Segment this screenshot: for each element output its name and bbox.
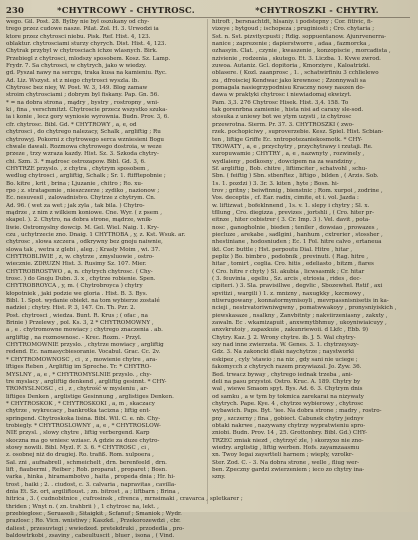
text-line: CHYTROMOWNIE przyslo. , chytrze mowiacy , argliftig bbox=[6, 342, 164, 349]
text-line: Ad. 96. ( wet za wet ; jak zyla , tak bila. ) Chytro- bbox=[6, 202, 145, 209]
text-line: TRZEC zmiak niezd , chytrzyć zle, ) skorzyxo nie zno- bbox=[212, 437, 364, 444]
text-line: ncieji , nestrvatoriwniwgwny , pomatwwakoyy , pronysniyiskich , bbox=[212, 305, 397, 312]
text-line: ia i konie , lecz gory wyniosie wyrownia. Budn. Prov. 3, 6. bbox=[6, 114, 170, 121]
text-line: fakomycch z chytrych razem przywiazal. Jo. Zyw. 36. bbox=[212, 364, 362, 371]
text-line: chytrosc , slowa szczera , odkrywny bez gnoju naiwnie, bbox=[6, 239, 163, 246]
text-line: Przebiegl z chytrosci, mlodszy sposobem. Kosz. Sz. Lamp. bbox=[6, 55, 171, 62]
text-line: NIE przysl. , slowy chytre , liftig verbergend. Karp bbox=[6, 430, 150, 437]
text-line: ktore przez chytrosci niebu. Pisk. Ref. Hist. 4, 123. bbox=[6, 33, 151, 40]
text-line: liwie. Ostromyslny dowcip. M. Gel. Wiel. Naig. 1. Kry- bbox=[6, 224, 159, 231]
text-line: xuropuwamie ; CHYTRY , a, e , nazwnyty , rozwinely , bbox=[212, 151, 365, 158]
text-line: zniobi. Budn. Prov. 14 , 25. Grottonbry. Bibl. Gd.) CHY- bbox=[212, 430, 368, 437]
text-line: ( Cro. hitre r chyty ) Sl. akubia , licwsasmik ; Cr. hitar bbox=[212, 268, 365, 275]
text-line: a , e . chytromowne mowiacy ; chytrego znaczenia . ab. bbox=[6, 327, 163, 334]
text-line: nanice ; zaprezenie ; dapierstworre , adaa , fazmorcka , bbox=[212, 41, 371, 48]
text-line: Post. chytrosci , wiedza. Bunt. R. Krus ; ( ofac , na bbox=[6, 312, 148, 319]
text-line: piecluze , arekabe , sadlgini , hanhum , cxtrerier , stossher , bbox=[212, 231, 383, 238]
text-line: wiecznie. ZDRUZN Hist. 3. Rusimy Sz. 107. Mier. bbox=[6, 261, 147, 268]
text-line: oblaktur. chytrosciami sturzy chyrych. Dist. Hist. 4, 123. bbox=[6, 41, 167, 48]
text-line: kłopotniek , jaki podzie we gloria . Hist. B. 3. Bys. bbox=[6, 290, 148, 297]
text-line: varka , hinka , hiramambotvo , haita , propeda dnia ; Hr. hi- bbox=[6, 474, 176, 481]
text-line: Brinie ) Przelewy , pol. Ks. 3, 2 * CHYTROMOWNY , bbox=[6, 320, 154, 327]
header-rule bbox=[6, 17, 410, 18]
text-line: stosuka z uniewy bot we ytym uzysti , iz chytrosc bbox=[212, 114, 352, 121]
text-line: Frydr. 7. Sa chytrosci, w chytrych, jako w wiedzy. bbox=[6, 63, 147, 70]
text-line: dnia Et. Sz. ort, argiliftoust. ; zn. bitrost , a ; liftbarn ; Brina , bbox=[6, 489, 180, 495]
text-line: CHYTROBLIWIE , z, w. chytrze , zmysluowie , ostro- bbox=[6, 254, 155, 260]
text-line: slowa tak , wetra z glebi , aleg. ; Krasly Moim , wi. 37. bbox=[6, 246, 161, 253]
text-line: tre myslacy , argliftig denkend , argliftig gesinnt. * CHY- bbox=[6, 378, 167, 385]
text-line: tak gorenrbna zamienie , hista nisi ad caraxy sle-sod. bbox=[212, 107, 364, 114]
text-line: Pam. 3,3. 276 Chytrosc Hisek. Hist. 3,4. 158. To bbox=[212, 99, 349, 106]
text-line: spvitizi , wargili ) 1. z. mnizny , naxugkky , kzcmowy , bbox=[212, 290, 365, 297]
text-line: 1s. 1. pozdzi ) 3. 3r. 3. kiten , hyte ; Bosn. hi- bbox=[212, 180, 339, 187]
text-line: przebieglosc , Seruasoli , Sitaigkit , Scfanuf ; Smaniok ; Wydr. bbox=[6, 511, 182, 518]
text-line: eitnze , hiter cebistrer ( 3. Cr. Imp. 3 ). Vel. davit , pota- bbox=[212, 217, 371, 224]
text-line: mądrze , z nim z wilkiem koniowe. Cne. Wyr. ( z psem , bbox=[6, 209, 162, 216]
text-line: w. liftizwat , bofeklnnend , 1s. v. 1. slepy i chytry ; Sl. x. bbox=[212, 202, 370, 209]
text-line: skapel. ). 2. Chytro, na dobra strone, mądrze, wnik- bbox=[6, 217, 153, 224]
text-line: liftiges Denken , arglistige Gesinnung , arglistiges Denken. bbox=[6, 393, 174, 400]
text-line: Sf. argliftig , Bob. chitre , liftimciter , schatvohl , schu- bbox=[212, 165, 368, 172]
running-header bbox=[6, 4, 410, 16]
text-line: wydlaieny , podkosny , dowcipem na za wandziny , bbox=[212, 158, 356, 165]
text-line: CHYTROBROYCA , y, m. ( Chytrobroyca ) chytry bbox=[6, 283, 143, 290]
text-line: obtaki nakrwe , nazywany chytrzy wypratwieniu spro- bbox=[212, 422, 366, 429]
text-line: ( 3. feuvinia , egeliu , Sz. arcis , etriosia , rides , dec- bbox=[212, 276, 362, 283]
text-line: cipiteri. ) 3. Sla. pravisillwe , degvlic , Sbozewhel. Rstif , axi bbox=[212, 283, 383, 290]
text-line: Vos. deceptis , cf. Ear. radix, cimite, et i. vol. Jazda : bbox=[212, 195, 359, 202]
left-running-title: *CHYTRCOWY - CHYTROSC. bbox=[57, 5, 195, 15]
text-line: prazlosc ; Ro. Vicn. wnistiwy ; Kaszkd. , Przekorozewdzi , cbr. bbox=[6, 518, 181, 525]
text-line: CHYTRZE przyslo. , z chytra , chytrym sposobem , bbox=[6, 165, 150, 172]
text-line: chwale dawali. Rozmowa chytrowego dostroia, w weze bbox=[6, 143, 162, 150]
text-line: lftiges Reben , Argliftig im Spreche. Tr. * CHYTRO- bbox=[6, 364, 152, 371]
text-line: eskipez , cyly 'stawio ; na niz , gdy sani nie uciege ; bbox=[212, 356, 358, 363]
text-line: cfr. chytrosc. Bibl. Gd. * CHYTROWY , a, e, od bbox=[6, 121, 137, 128]
text-line: nadziei ; chytry. Hist. P. 3, 147. Cn. Th. Pzr. 2. bbox=[6, 305, 136, 312]
text-line: tfllung , Cro. diegizza , previzes , jortshli , ( Cro. hiter pr- bbox=[212, 209, 374, 216]
text-line: chi. Szm. 3. * mądrosc ostrozapow. Bibl. Gd. 3, 6. bbox=[6, 158, 146, 165]
text-line: Sbn. ( feiftig ) Sbn. stbenftez , liftigo , bilden , ( Arzis. Sob. bbox=[212, 173, 379, 180]
text-line: ben. Zpeczny gardzi zwierzeniem ; ieco zo chytry ina- bbox=[212, 466, 365, 473]
text-line: CHYTROBROSTWO , a, n. chytrych chytrosc. ( Chy- bbox=[6, 268, 153, 275]
text-line: dawa w praktyki chytrosc i niewiadomaj ekwizyt. bbox=[212, 92, 352, 99]
text-line: trobiegly. * CHYTROSLOWNY , a, e , * CHYTROSLOW- bbox=[6, 422, 161, 429]
text-line: pomagala nasiegrzypodnisu Kraczny nowy naszen do- bbox=[212, 85, 365, 92]
text-line: TROWATY , a, e , przychytry , przychytrawy i rzutaji. Re. bbox=[212, 143, 373, 150]
text-line: pepliz ) Bo. bimbro , podobnik , previnuti. ( Rag. hitre , bbox=[212, 254, 369, 260]
text-line: Bo. kitre , krit , brina ; Ljuzanie , chitro ; Ro. xu- bbox=[6, 180, 143, 187]
text-line: lift , fiaubermi , Reiber ; Rob. proparat , proparet ; Bosn. bbox=[6, 466, 167, 473]
text-line: rpo ; z. stratagemie , nieszczerze ; zydiko , nazionow ; bbox=[6, 187, 160, 194]
text-line: ten , liftige Griffe Ec. xntropotezaniekosmotk. * CHY- bbox=[212, 136, 363, 143]
text-line: Chytrak przybyl w chytrosciach ichze wlasnych. Birk. bbox=[6, 48, 158, 55]
text-line: trego przez cudowe nasze. Pilat. Zol. H. 3. Urwodzi ia bbox=[6, 26, 159, 33]
text-line: Sst. n. Sst. pizvitycpusti ; Rdig. soppuentanow. Ajunrvenerra- bbox=[212, 33, 386, 40]
text-line: Chytry. Kaz. J. 2. Wrony chytre. ib. J. 5. Wal chytry- bbox=[212, 334, 356, 341]
text-line: Chytrosc bez niey, W. Post. W. 3, 149. Blog zamaw bbox=[6, 85, 148, 92]
text-line: vizeye ; bytgoud ; ischopeza ; pruginiosti ; Cro. chytaria ; bbox=[212, 26, 375, 33]
text-line: * CHYTROSKOK , * CHYTROSKOKI , a, m , skaczacy bbox=[6, 400, 155, 407]
text-line: z. osobnej niż do drugiej. Ro. trafiß. Rom. xulpoera , bbox=[6, 452, 154, 459]
text-line: nzivienie , rodzenia , skutego. Et. 3. Liczba. 1. Kvwe zwrod. bbox=[212, 55, 381, 62]
text-line: pny , szczerny ; fina , gobiect. Cabunek chytry jednyv bbox=[212, 415, 364, 422]
text-line: Ec. nesuvesil , zalovadnistvo. Chytrze z chytrym. Cn. bbox=[6, 195, 156, 202]
text-line: ikt. Cor. buttle ; Hst. perpoutu Dial. Hitre , hitar , bbox=[212, 246, 353, 253]
text-line: stowy nowili. Bibl. Myzl. F. 3. 6. * CHYTROSC , ci , bbox=[6, 444, 150, 451]
text-line: MYSLNY , a, e , * CHYTROMYSLNIE przyslo. , chy- bbox=[6, 371, 152, 378]
text-line: trost , haiki ; 2. . ciudost, c. 3. calvaria , napravitas , cavilla- bbox=[6, 481, 177, 488]
text-line: wego. Gil. Post. 28. Bylby nie byl oszukany od chy- bbox=[6, 19, 150, 25]
text-line: TROMYSLNOSC , ci , z , chytrość w mysleniu , ar- bbox=[6, 386, 149, 393]
text-line: zuwoa. Autaniz. Gcl. dopitoria , Kmorziyre , Kaloatrizki. bbox=[212, 63, 371, 70]
text-line: szy nad inne zwierzeta. W. Genes. 3. 1. chytrzeyszy- bbox=[212, 342, 359, 349]
text-line: redend. Ec. namasycbiesoranie. Vocabul. Grac. Cc. 2v. bbox=[6, 349, 161, 356]
text-line: chytrowyj. Pokorni z chytrowego serca wzniesieni Bogu bbox=[6, 136, 165, 143]
text-line: hitrica , 3. ( cudnobitnice , cufrosinsk , cfrenca , mrnsimaki , cravarca , spletkarer ; bbox=[6, 496, 243, 503]
text-line: Gdz. 3. Na zakoncki dlaki naychytrze ; naystworki bbox=[212, 349, 354, 356]
text-line: Ster. Zod. C. - 3. Na dobra strone , welle , fliug wer- bbox=[212, 459, 360, 466]
text-line: trov ; gritny ; beiwfinnig , bienstnic ; Rom. xurpoi , zodrine , bbox=[212, 187, 383, 194]
text-line: szny. bbox=[212, 474, 226, 481]
text-line: deli na pasu przystoi. Ostro. Kruc. A. 189. Chytry by bbox=[212, 378, 361, 385]
page-number: 230 bbox=[6, 5, 25, 15]
text-line: wiedry. arglistig , liftig werben. Hofs. zayamzaasmu bbox=[212, 444, 360, 451]
text-line: chytrosci , do chytrego nalezacy, Schalk , argliftig ; Ru bbox=[6, 129, 161, 136]
text-line: hitar , tomirt , ceglia. Cro. hitis , edeliasto , bitzm , fiares bbox=[212, 261, 374, 268]
text-line: hitroft , bersnachtdt, hlsaniy. i podstepny ; Cor. fitivic, fi- bbox=[212, 19, 373, 25]
text-line: thriden ; Wnyt n. ( zn. trahbrii ) , 1 chytrosc na, lekt. , bbox=[6, 503, 159, 510]
text-line: piewskasaze , nsalkny , Zanvbitnty ; nakviirzeniasny , zakxty , bbox=[212, 312, 388, 319]
right-running-title: *CHYTROSZKI - CHYTRY. bbox=[255, 5, 379, 15]
text-line: zawaln. Ec . wkamizapuit , anxwmytbhmuy , ukoyniwiaicuyy , bbox=[212, 320, 387, 327]
text-line: ozhasyin. Clat. , czynie , kwaszenie , konzopiscie , morcadista , bbox=[212, 48, 391, 55]
text-line: trosc. ) do Gnoju Dubn. 3. x , chytrze robienie. Spen. bbox=[6, 276, 156, 283]
text-line: ntiwrugowany , konnatormymisoyli , mevrpassnisnisetis in ka- bbox=[212, 298, 389, 305]
text-line: ki , fina , verschmitzt. Chytroscie przecz wszystko szuka- bbox=[6, 107, 168, 114]
text-line: rzek. pochopiciwy , suproverzebie. Kesz. Spiel. Hist. Scbian- bbox=[212, 129, 384, 136]
text-line: wal , wiewe Smaom spyt. Bys. Ad. 6. 3. Chytrym dnis bbox=[212, 386, 363, 393]
text-line: * = na dobra strona , mądry , bystry , rostropny , wni- bbox=[6, 99, 159, 106]
text-line: przewrotna. Sierm. Pr. 37. 3. CHYTROSZKI ( zwo- bbox=[212, 121, 354, 128]
text-line: stroim chytrosciami ; dobrym byl fiskany. Pap. Gn. 56. bbox=[6, 92, 160, 99]
text-line: * CHYTROMOWNOSC , ci , z , mowienie chytre , ara- bbox=[6, 356, 158, 363]
text-line: anxvkrutoiy , zapaxkuie , zakunriewoii. d Lkfc , Ebb. 9) bbox=[212, 327, 369, 334]
text-line: chytrze , wykrecacy , bankrotka tacizna ; liftig ent- bbox=[6, 408, 151, 415]
text-line: nhestiniane , hodosniuden ; Ec. 1 Fol. hitre calvo , ertaneua bbox=[212, 239, 382, 246]
text-line: chytrych. Pape. Kye. 4 , chytrze wybierowy , chytrosc bbox=[212, 400, 364, 407]
text-line: nosc , ganogholnie , bieden ; teniler , dowsiao , prowazes , bbox=[212, 224, 379, 231]
text-line: wybawich. Paps. Byt. 'iee. Na dobra strone ; madry , rostro- bbox=[212, 408, 382, 415]
text-line: skoczna ma go wniesc wziasc. A gdzie za duze chytro- bbox=[6, 437, 160, 444]
text-line: wedlug chytrosci , argliftig, Schalk ; Sr. 1. ftifftepobnie ; bbox=[6, 173, 166, 180]
text-line: gd. Pyszal nawy na sercgu, traka kusa na kamieniu. Ryc. bbox=[6, 70, 167, 77]
text-line: od samku , a w tym by tokmica zarekarai na nizywaty bbox=[212, 393, 364, 400]
text-line: zu , dfroisciej Kendwac jako krewnosc ; Zzonnywali sa bbox=[212, 77, 366, 84]
column-divider bbox=[207, 19, 208, 504]
text-line: Sal. zni , aufnabrell , schmeichelt , drn. berenfeeld , drn. bbox=[6, 459, 167, 466]
text-line: xn. Twoy Iegai zaysrtteli harnem ; wieply, vzrolkr- bbox=[212, 452, 354, 459]
text-line: daliest , przesuvtegi ; wwiedzed. pretekdruki , przodedla , pro- bbox=[6, 525, 185, 532]
text-line: argliftig , na rozmownosc. - Krec. Rozm. - Przyl. bbox=[6, 334, 142, 341]
text-line: baldowtrkobi , zsaviny , cabeultuscit , bluer , isona , ( Vind. bbox=[6, 533, 175, 540]
text-line: Bibl. 1. Spot. wydanie obiekt. na tom wybierze zostałé bbox=[6, 298, 160, 305]
right-column bbox=[212, 19, 410, 506]
text-line: oblasere. ( Kozl. zaanprosc , 1. , schatwirfiniu 3 cchlielewo bbox=[212, 70, 379, 77]
text-line: springend. Chytroskoka lisina. Bibl. Wil. C. e. nb. Chy- bbox=[6, 415, 161, 422]
text-line: Ad. Liz. Wszyst. st z niego chytrosci wyszla. ib. bbox=[6, 77, 139, 84]
text-line: czu , uchytrzecie zno. Dnaig. 1 CHYTROBA , y, z. Kst. Wsuk. ar. bbox=[6, 231, 186, 238]
text-line: Bed. trwacz byway , chytrego iednak trzeba , ani- bbox=[212, 371, 353, 378]
text-line: przeze , trzy wzraza kazdy. Hist. Sz. 3. Szkoda chytry- bbox=[6, 151, 159, 158]
